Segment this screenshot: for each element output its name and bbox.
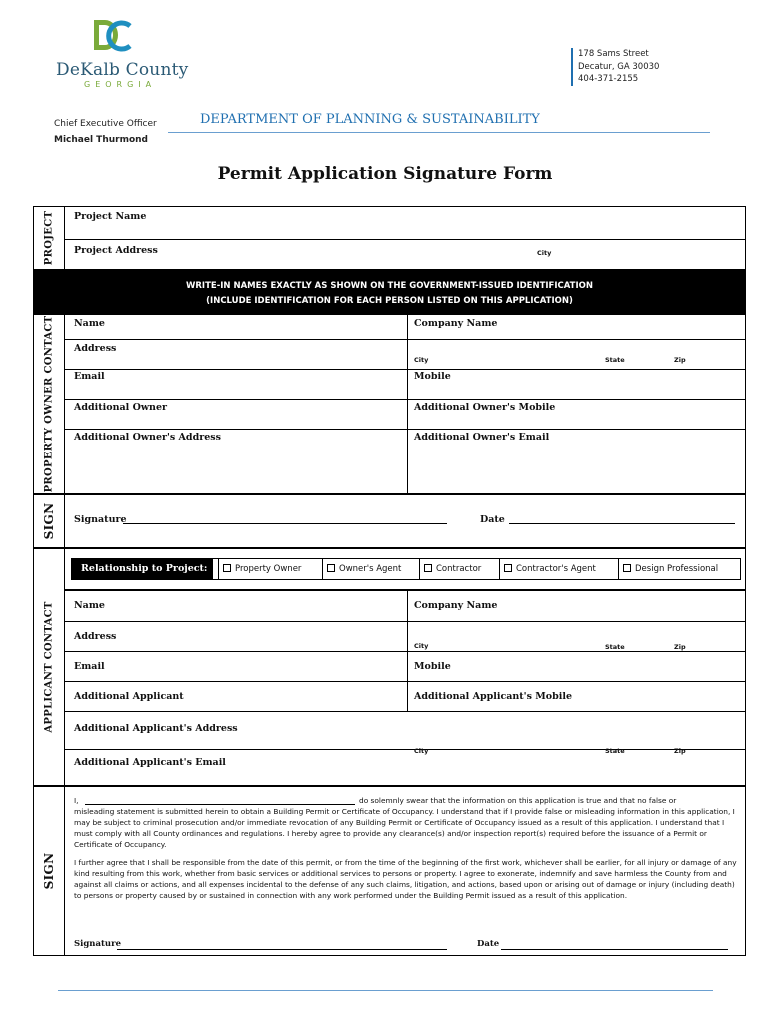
owner-side-label: PROPERTY OWNER CONTACT	[33, 314, 65, 494]
dekalb-logo-mark-icon	[92, 18, 132, 54]
owner-mobile-field[interactable]: Mobile	[414, 371, 451, 382]
declaration-paragraph-1: misleading statement is submitted herein to obtain a Building Permit or Certificate of Occupancy. I understand that if I provide false or misleading information in this application, I may be subject to criminal prosecution and/or immediate revocation of any Building Permit or Certificate of Occupancy issued as a result of this application. I understand that I must comply with all County ordinances and regulations. I hereby agree to provide any clearance(s) and/or inspection report(s) required before the issuance of a Permit or Certificate of Occupancy.	[74, 807, 735, 849]
additional-applicant-address-field[interactable]: Additional Applicant's Address	[74, 723, 238, 734]
applicant-name-field[interactable]: Name	[74, 600, 105, 611]
applicant-signature-line[interactable]	[117, 940, 447, 950]
declaration-paragraph-2: I further agree that I shall be responsible from the date of this permit, or from the time of the beginning of the first work, whichever shall be earlier, for all injury or damage of any kind resulting from this work, whether from basic services or additional services to persons or property. I agree to exonerate, indemnify and save harmless the County from and against all claims or actions, and all expenses incidental to the defense of any such claims, litigation, and actions, based upon or arising out of damage or injury (including death) to persons or property caused by or sustained in connection with any work performed under the Building Permit issued as a result of this application.	[74, 858, 737, 900]
additional-applicant-field[interactable]: Additional Applicant	[74, 691, 184, 702]
owner-signature-line[interactable]	[123, 514, 447, 524]
owner-section	[64, 314, 746, 494]
project-section	[64, 206, 746, 270]
project-address-field[interactable]: Project Address	[74, 245, 158, 256]
sign-side-label: SIGN	[33, 786, 65, 956]
checkbox-icon	[623, 564, 631, 572]
applicant-state-label: State	[605, 643, 625, 651]
project-name-field[interactable]: Project Name	[74, 211, 147, 222]
ceo-name: Michael Thurmond	[54, 135, 148, 145]
additional-applicant-city-label: City	[414, 747, 429, 755]
sign-side-label: SIGN	[33, 494, 65, 548]
applicant-signature-label: Signature	[74, 939, 121, 949]
footer-divider	[58, 990, 713, 991]
owner-company-field[interactable]: Company Name	[414, 318, 498, 329]
additional-applicant-email-field[interactable]: Additional Applicant's Email	[74, 757, 226, 768]
additional-owner-field[interactable]: Additional Owner	[74, 402, 167, 413]
applicant-address-field[interactable]: Address	[74, 631, 117, 642]
project-side-label: PROJECT	[33, 206, 65, 270]
banner-line: WRITE-IN NAMES EXACTLY AS SHOWN ON THE GOVERNMENT-ISSUED IDENTIFICATION	[186, 281, 593, 291]
owner-zip-label: Zip	[674, 356, 686, 364]
checkbox-icon	[327, 564, 335, 572]
additional-owner-address-field[interactable]: Additional Owner's Address	[74, 432, 221, 443]
swear-name-line[interactable]	[85, 794, 355, 805]
phone-line: 404-371-2155	[578, 74, 639, 84]
applicant-section	[64, 590, 746, 786]
address-line: 178 Sams Street	[578, 49, 649, 59]
additional-owner-email-field[interactable]: Additional Owner's Email	[414, 432, 550, 443]
applicant-sign-section	[64, 786, 746, 956]
checkbox-icon	[504, 564, 512, 572]
additional-owner-mobile-field[interactable]: Additional Owner's Mobile	[414, 402, 556, 413]
owner-email-field[interactable]: Email	[74, 371, 105, 382]
applicant-company-field[interactable]: Company Name	[414, 600, 498, 611]
applicant-email-field[interactable]: Email	[74, 661, 105, 672]
applicant-mobile-field[interactable]: Mobile	[414, 661, 451, 672]
logo-subtitle: GEORGIA	[84, 80, 157, 89]
additional-applicant-state-label: State	[605, 747, 625, 755]
owner-date-line[interactable]	[509, 514, 735, 524]
county-address	[571, 48, 659, 86]
owner-sign-section	[64, 494, 746, 548]
project-city-label: City	[537, 249, 552, 257]
owner-address-field[interactable]: Address	[74, 343, 117, 354]
form-title: Permit Application Signature Form	[217, 164, 553, 184]
applicant-side-label: APPLICANT CONTACT	[33, 548, 65, 786]
owner-date-label: Date	[480, 514, 505, 525]
relationship-label: Relationship to Project:	[72, 559, 213, 579]
applicant-date-line[interactable]	[501, 940, 728, 950]
applicant-city-label: City	[414, 642, 429, 650]
ceo-title: Chief Executive Officer	[54, 119, 157, 129]
swear-text: do solemnly swear that the information on this application is true and that no false or	[359, 796, 677, 805]
applicant-date-label: Date	[477, 939, 500, 949]
property-owner-checkbox[interactable]: Property Owner	[218, 559, 322, 579]
owners-agent-checkbox[interactable]: Owner's Agent	[322, 559, 419, 579]
owner-city-label: City	[414, 356, 429, 364]
contractors-agent-checkbox[interactable]: Contractor's Agent	[499, 559, 618, 579]
swear-prefix: I,	[74, 796, 79, 805]
banner-line: (INCLUDE IDENTIFICATION FOR EACH PERSON LISTED ON THIS APPLICATION)	[206, 296, 573, 306]
applicant-zip-label: Zip	[674, 643, 686, 651]
department-name: DEPARTMENT OF PLANNING & SUSTAINABILITY	[200, 112, 540, 127]
contractor-checkbox[interactable]: Contractor	[419, 559, 499, 579]
owner-name-field[interactable]: Name	[74, 318, 105, 329]
checkbox-icon	[223, 564, 231, 572]
address-line: Decatur, GA 30030	[578, 61, 660, 72]
checkbox-icon	[424, 564, 432, 572]
additional-applicant-mobile-field[interactable]: Additional Applicant's Mobile	[414, 691, 573, 702]
additional-applicant-zip-label: Zip	[674, 747, 686, 755]
header-divider	[168, 132, 710, 133]
logo-title: DeKalb County	[56, 60, 189, 80]
owner-signature-label: Signature	[74, 514, 127, 525]
relationship-bar	[71, 558, 741, 580]
id-instruction-banner	[33, 270, 746, 314]
design-professional-checkbox[interactable]: Design Professional	[618, 559, 740, 579]
owner-state-label: State	[605, 356, 625, 364]
